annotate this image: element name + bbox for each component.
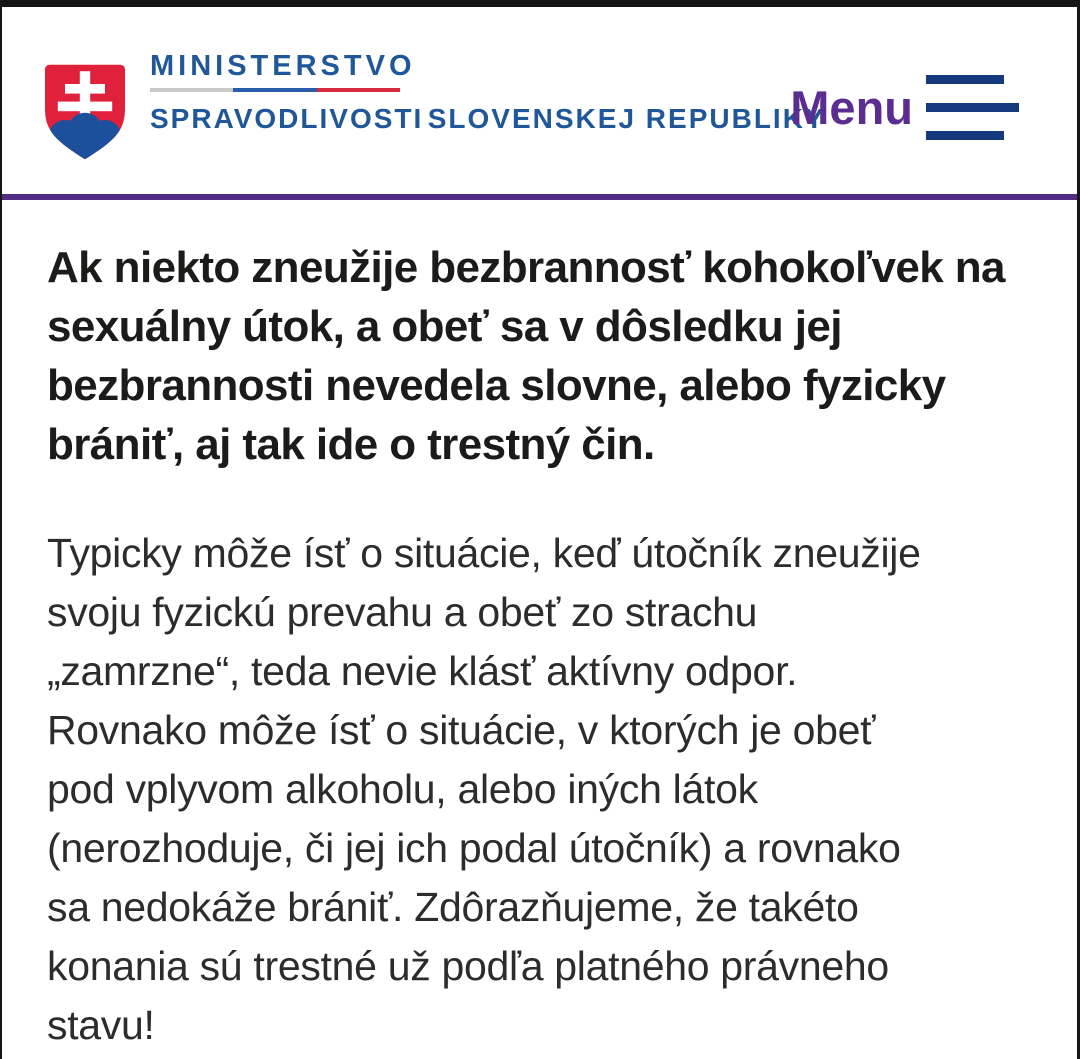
- paragraph-line: pod vplyvom alkoholu, alebo iných látok: [47, 766, 758, 812]
- site-header: [2, 7, 1077, 194]
- paragraph-line: „zamrzne“, teda nevie klásť aktívny odpor.: [47, 648, 798, 694]
- logo-line-slovenskej-republiky: SLOVENSKEJ REPUBLIKY: [427, 103, 826, 134]
- article-paragraph: [47, 524, 1047, 1055]
- hamburger-bar: [926, 131, 1004, 140]
- heading-line: bezbrannosti nevedela slovne, alebo fyzicky: [47, 361, 946, 410]
- menu-button-label: Menu: [790, 81, 913, 134]
- heading-line: sexuálny útok, a obeť sa v dôsledku jej: [47, 302, 842, 351]
- paragraph-line: svoju fyzickú prevahu a obeť zo strachu: [47, 589, 758, 635]
- hamburger-bar: [926, 75, 1004, 84]
- paragraph-line: sa nedokáže brániť. Zdôrazňujeme, že takéto: [47, 884, 859, 930]
- hamburger-icon: [926, 75, 1019, 140]
- article-heading: [47, 238, 1047, 474]
- ministry-logo[interactable]: [45, 50, 826, 171]
- hamburger-bar: [926, 103, 1019, 112]
- slovak-coat-of-arms-icon: [45, 53, 125, 171]
- paragraph-line: (nerozhoduje, či jej ich podal útočník) a rovnako: [47, 825, 901, 871]
- paragraph-line: konania sú trestné už podľa platného právneho: [47, 943, 889, 989]
- heading-line: Ak niekto zneužije bezbrannosť kohokoľvek na: [47, 243, 1005, 292]
- logo-tricolor-divider: [150, 88, 400, 92]
- logo-line-ministerstvo: MINISTERSTVO: [150, 50, 416, 82]
- paragraph-line: Typicky môže ísť o situácie, keď útočník zneužije: [47, 530, 921, 576]
- article-content: [2, 238, 1077, 1055]
- tricolor-blue-segment: [233, 88, 316, 92]
- ministry-logo-text: [150, 50, 826, 135]
- paragraph-line: stavu!: [47, 1002, 155, 1048]
- logo-line-spravodlivosti: SPRAVODLIVOSTI: [150, 103, 424, 134]
- tricolor-red-segment: [317, 88, 400, 92]
- heading-line: brániť, aj tak ide o trestný čin.: [47, 420, 655, 469]
- header-purple-divider: [2, 194, 1077, 200]
- menu-button[interactable]: [790, 75, 1019, 140]
- paragraph-line: Rovnako môže ísť o situácie, v ktorých je obeť: [47, 707, 876, 753]
- tricolor-silver-segment: [150, 88, 233, 92]
